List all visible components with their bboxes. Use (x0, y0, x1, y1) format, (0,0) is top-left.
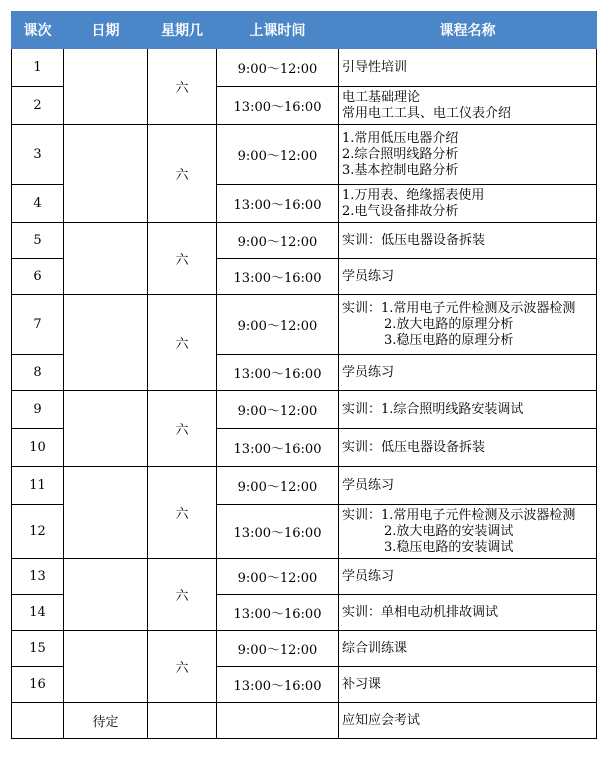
course-line: 补习课 (342, 676, 382, 692)
course-line: 电工基础理论 (342, 89, 421, 105)
lesson-number: 10 (12, 429, 64, 467)
course-name (339, 223, 597, 259)
table-row (12, 631, 597, 667)
header-course-name: 课程名称 (339, 12, 597, 49)
class-time: 9:00～12:00 (217, 223, 339, 259)
header-date: 日期 (64, 12, 148, 49)
weekday-cell: 六 (148, 49, 217, 125)
weekday-cell: 六 (148, 125, 217, 223)
table-row (12, 559, 597, 595)
class-time: 13:00～16:00 (217, 429, 339, 467)
class-time: 13:00～16:00 (217, 505, 339, 559)
lesson-number: 6 (12, 259, 64, 295)
course-name (339, 295, 597, 355)
header-row (12, 12, 597, 49)
lesson-number: 16 (12, 667, 64, 703)
class-time: 9:00～12:00 (217, 631, 339, 667)
course-name (339, 505, 597, 559)
course-line: 3.稳压电路的原理分析 (384, 332, 514, 348)
class-time: 9:00～12:00 (217, 391, 339, 429)
course-line: 2.放大电路的原理分析 (384, 316, 514, 332)
course-line: 综合训练课 (342, 640, 408, 656)
course-line: 3.稳压电路的安装调试 (384, 539, 514, 555)
course-line: 实训：1.常用电子元件检测及示波器检测 (342, 300, 576, 316)
table-row (12, 295, 597, 355)
class-time: 13:00～16:00 (217, 87, 339, 125)
class-time: 9:00～12:00 (217, 295, 339, 355)
course-name (339, 87, 597, 125)
date-cell (64, 223, 148, 295)
course-line: 2.电气设备排故分析 (342, 203, 459, 219)
date-cell (64, 295, 148, 391)
course-name (339, 667, 597, 703)
weekday-cell: 六 (148, 467, 217, 559)
class-time: 13:00～16:00 (217, 259, 339, 295)
table-row (12, 223, 597, 259)
course-line: 实训：1.常用电子元件检测及示波器检测 (342, 507, 576, 523)
class-time: 9:00～12:00 (217, 125, 339, 185)
date-cell (64, 559, 148, 631)
course-line: 学员练习 (342, 364, 395, 380)
lesson-number: 2 (12, 87, 64, 125)
class-time: 13:00～16:00 (217, 185, 339, 223)
course-name (339, 49, 597, 87)
course-line: 2.综合照明线路分析 (342, 146, 459, 162)
course-line: 学员练习 (342, 568, 395, 584)
date-cell (64, 631, 148, 703)
header-weekday: 星期几 (148, 12, 217, 49)
schedule-body (12, 49, 597, 739)
header-class-time: 上课时间 (217, 12, 339, 49)
weekday-cell: 六 (148, 295, 217, 391)
lesson-number: 15 (12, 631, 64, 667)
lesson-number: 8 (12, 355, 64, 391)
date-cell (64, 49, 148, 125)
lesson-number: 4 (12, 185, 64, 223)
course-name (339, 185, 597, 223)
course-line: 2.放大电路的安装调试 (384, 523, 514, 539)
course-line: 实训：低压电器设备拆装 (342, 439, 486, 455)
course-line: 实训：单相电动机排故调试 (342, 604, 499, 620)
class-time: 13:00～16:00 (217, 355, 339, 391)
table-row (12, 125, 597, 185)
weekday-cell: 六 (148, 223, 217, 295)
course-name: 应知应会考试 (339, 703, 597, 739)
lesson-number: 14 (12, 595, 64, 631)
lesson-number: 11 (12, 467, 64, 505)
date-cell (64, 391, 148, 467)
course-line: 1.常用低压电器介绍 (342, 130, 459, 146)
course-name (339, 259, 597, 295)
lesson-number: 13 (12, 559, 64, 595)
weekday-cell (148, 703, 217, 739)
course-name (339, 125, 597, 185)
course-line: 实训：低压电器设备拆装 (342, 232, 486, 248)
lesson-number (12, 703, 64, 739)
lesson-number: 3 (12, 125, 64, 185)
class-time: 9:00～12:00 (217, 49, 339, 87)
table-row (12, 391, 597, 429)
course-line: 学员练习 (342, 477, 395, 493)
lesson-number: 1 (12, 49, 64, 87)
course-schedule-table (11, 11, 597, 739)
date-cell (64, 467, 148, 559)
table-row (12, 703, 597, 739)
course-line: 常用电工工具、电工仪表介绍 (342, 105, 512, 121)
course-name (339, 355, 597, 391)
class-time: 9:00～12:00 (217, 559, 339, 595)
course-name (339, 467, 597, 505)
course-name (339, 595, 597, 631)
class-time: 9:00～12:00 (217, 467, 339, 505)
course-name (339, 559, 597, 595)
table-row (12, 49, 597, 87)
class-time: 13:00～16:00 (217, 595, 339, 631)
weekday-cell: 六 (148, 559, 217, 631)
course-line: 1.万用表、绝缘摇表使用 (342, 187, 485, 203)
course-name (339, 391, 597, 429)
table-row (12, 467, 597, 505)
course-line: 引导性培训 (342, 59, 408, 75)
course-line: 学员练习 (342, 268, 395, 284)
course-line: 实训：1.综合照明线路安装调试 (342, 401, 524, 417)
date-cell (64, 125, 148, 223)
class-time: 13:00～16:00 (217, 667, 339, 703)
course-name (339, 631, 597, 667)
course-line: 3.基本控制电路分析 (342, 162, 459, 178)
header-lesson-no: 课次 (12, 12, 64, 49)
weekday-cell: 六 (148, 391, 217, 467)
lesson-number: 12 (12, 505, 64, 559)
date-cell: 待定 (64, 703, 148, 739)
course-name (339, 429, 597, 467)
lesson-number: 5 (12, 223, 64, 259)
lesson-number: 7 (12, 295, 64, 355)
lesson-number: 9 (12, 391, 64, 429)
weekday-cell: 六 (148, 631, 217, 703)
class-time (217, 703, 339, 739)
